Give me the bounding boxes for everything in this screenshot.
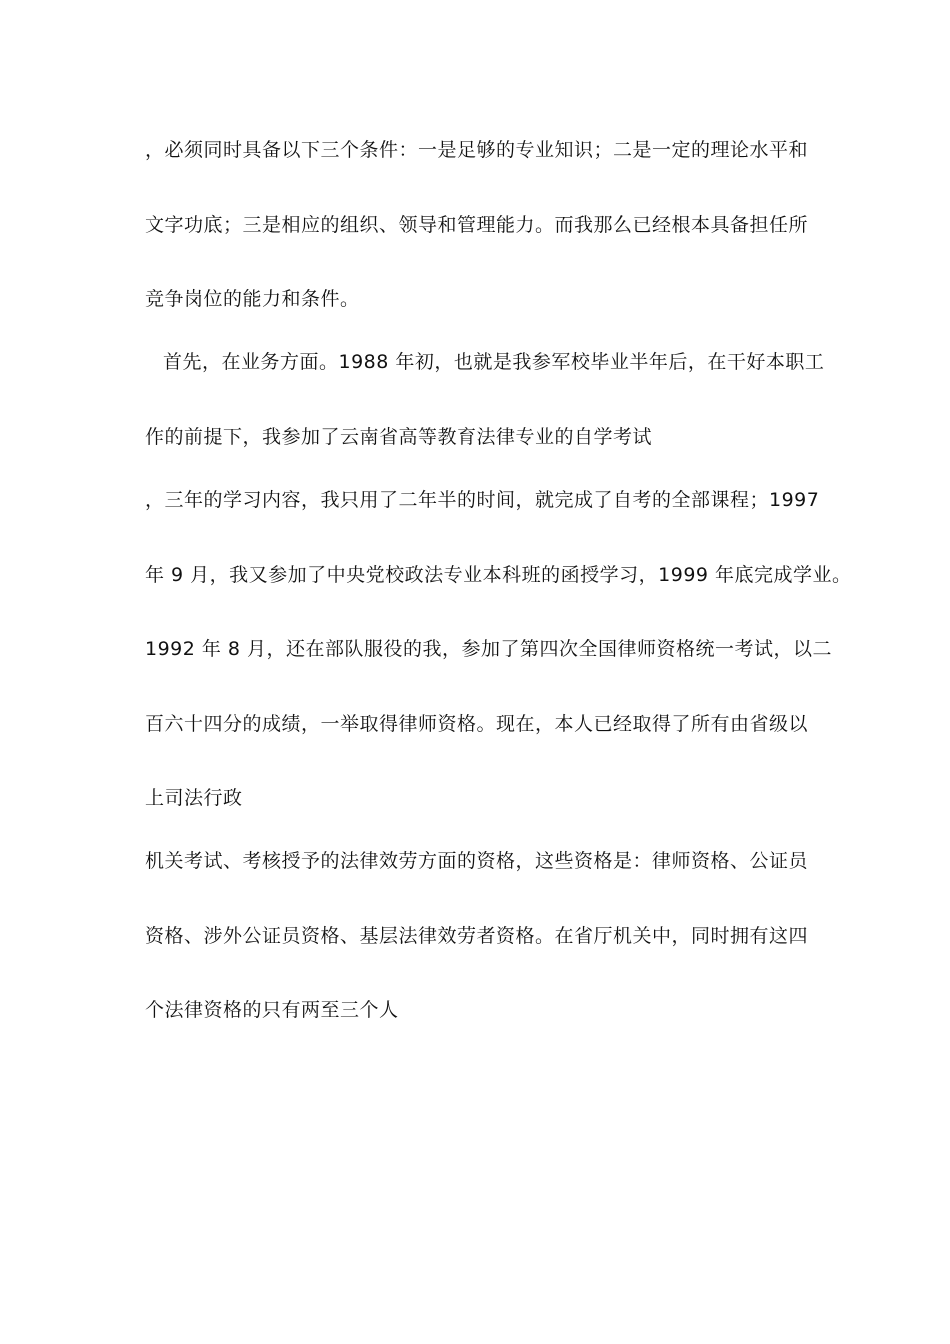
text-line: 年 9 月，我又参加了中央党校政法专业本科班的函授学习，1999 年底完成学业。 bbox=[145, 564, 852, 586]
text-line: ，必须同时具备以下三个条件：一是足够的专业知识；二是一定的理论水平和 bbox=[145, 139, 809, 161]
text-line: 1992 年 8 月，还在部队服役的我，参加了第四次全国律师资格统一考试，以二 bbox=[145, 638, 833, 660]
text-line: 作的前提下，我参加了云南省高等教育法律专业的自学考试 bbox=[145, 426, 653, 448]
text-line: 竞争岗位的能力和条件。 bbox=[145, 288, 360, 310]
text-line: 百六十四分的成绩，一举取得律师资格。现在，本人已经取得了所有由省级以 bbox=[145, 713, 809, 735]
text-line: 上司法行政 bbox=[145, 787, 243, 809]
text-line: 首先，在业务方面。1988 年初，也就是我参军校毕业半年后，在干好本职工 bbox=[163, 351, 825, 373]
text-line: 机关考试、考核授予的法律效劳方面的资格，这些资格是：律师资格、公证员 bbox=[145, 850, 809, 872]
text-line: 资格、涉外公证员资格、基层法律效劳者资格。在省厅机关中，同时拥有这四 bbox=[145, 925, 809, 947]
text-line: 个法律资格的只有两至三个人 bbox=[145, 999, 399, 1021]
text-line: 文字功底；三是相应的组织、领导和管理能力。而我那么已经根本具备担任所 bbox=[145, 214, 809, 236]
text-line: ，三年的学习内容，我只用了二年半的时间，就完成了自考的全部课程；1997 bbox=[145, 489, 820, 511]
